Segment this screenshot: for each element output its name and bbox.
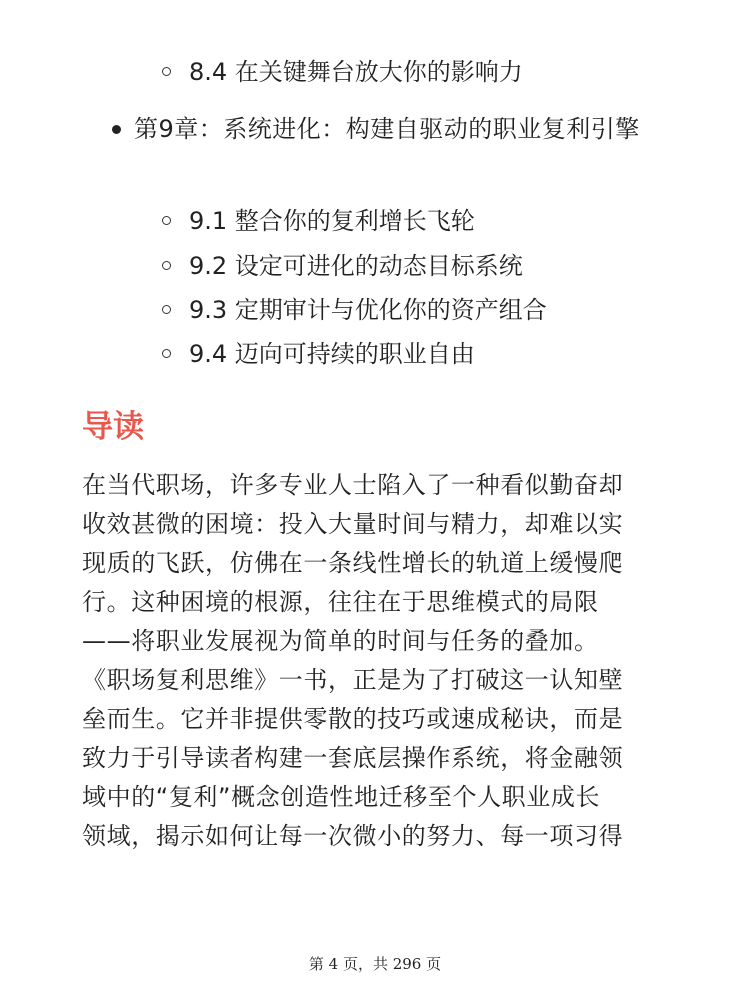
section-heading: 导读	[82, 409, 144, 445]
section-paragraph	[82, 466, 682, 856]
toc-item-label: 9.1 整合你的复利增长飞轮	[189, 207, 475, 235]
paragraph-line: 收效甚微的困境：投入大量时间与精力，却难以实	[82, 510, 624, 538]
toc-chapter-9[interactable]	[112, 112, 672, 146]
paragraph-line: 《职场复利思维》一书，正是为了打破这一认知壁	[82, 666, 624, 694]
hollow-bullet-icon	[162, 261, 171, 270]
paragraph-line: 垒而生。它并非提供零散的技巧或速成秘诀，而是	[82, 705, 624, 733]
hollow-bullet-icon	[162, 67, 171, 76]
hollow-bullet-icon	[162, 349, 171, 358]
hollow-bullet-icon	[162, 305, 171, 314]
chapter-title: 第9章：系统进化：构建自驱动的职业复利引擎	[134, 115, 640, 143]
page-number: 第 4 页，共 296 页	[308, 955, 442, 973]
paragraph-line: 行。这种困境的根源，往往在于思维模式的局限	[82, 588, 599, 616]
toc-item-label: 9.3 定期审计与优化你的资产组合	[189, 296, 547, 324]
paragraph-line: 领域，揭示如何让每一次微小的努力、每一项习得	[82, 822, 624, 850]
filled-bullet-icon	[112, 125, 121, 134]
paragraph-line: 在当代职场，许多专业人士陷入了一种看似勤奋却	[82, 471, 624, 499]
paragraph-line: 域中的“复利”概念创造性地迁移至个人职业成长	[82, 783, 601, 811]
toc-item-label: 8.4 在关键舞台放大你的影响力	[189, 58, 523, 86]
hollow-bullet-icon	[162, 216, 171, 225]
paragraph-line: 现质的飞跃，仿佛在一条线性增长的轨道上缓慢爬	[82, 549, 624, 577]
toc-item-label: 9.2 设定可进化的动态目标系统	[189, 252, 523, 280]
paragraph-line: 致力于引导读者构建一套底层操作系统，将金融领	[82, 744, 624, 772]
paragraph-line: ——将职业发展视为简单的时间与任务的叠加。	[82, 627, 599, 655]
toc-item-label: 9.4 迈向可持续的职业自由	[189, 340, 475, 368]
